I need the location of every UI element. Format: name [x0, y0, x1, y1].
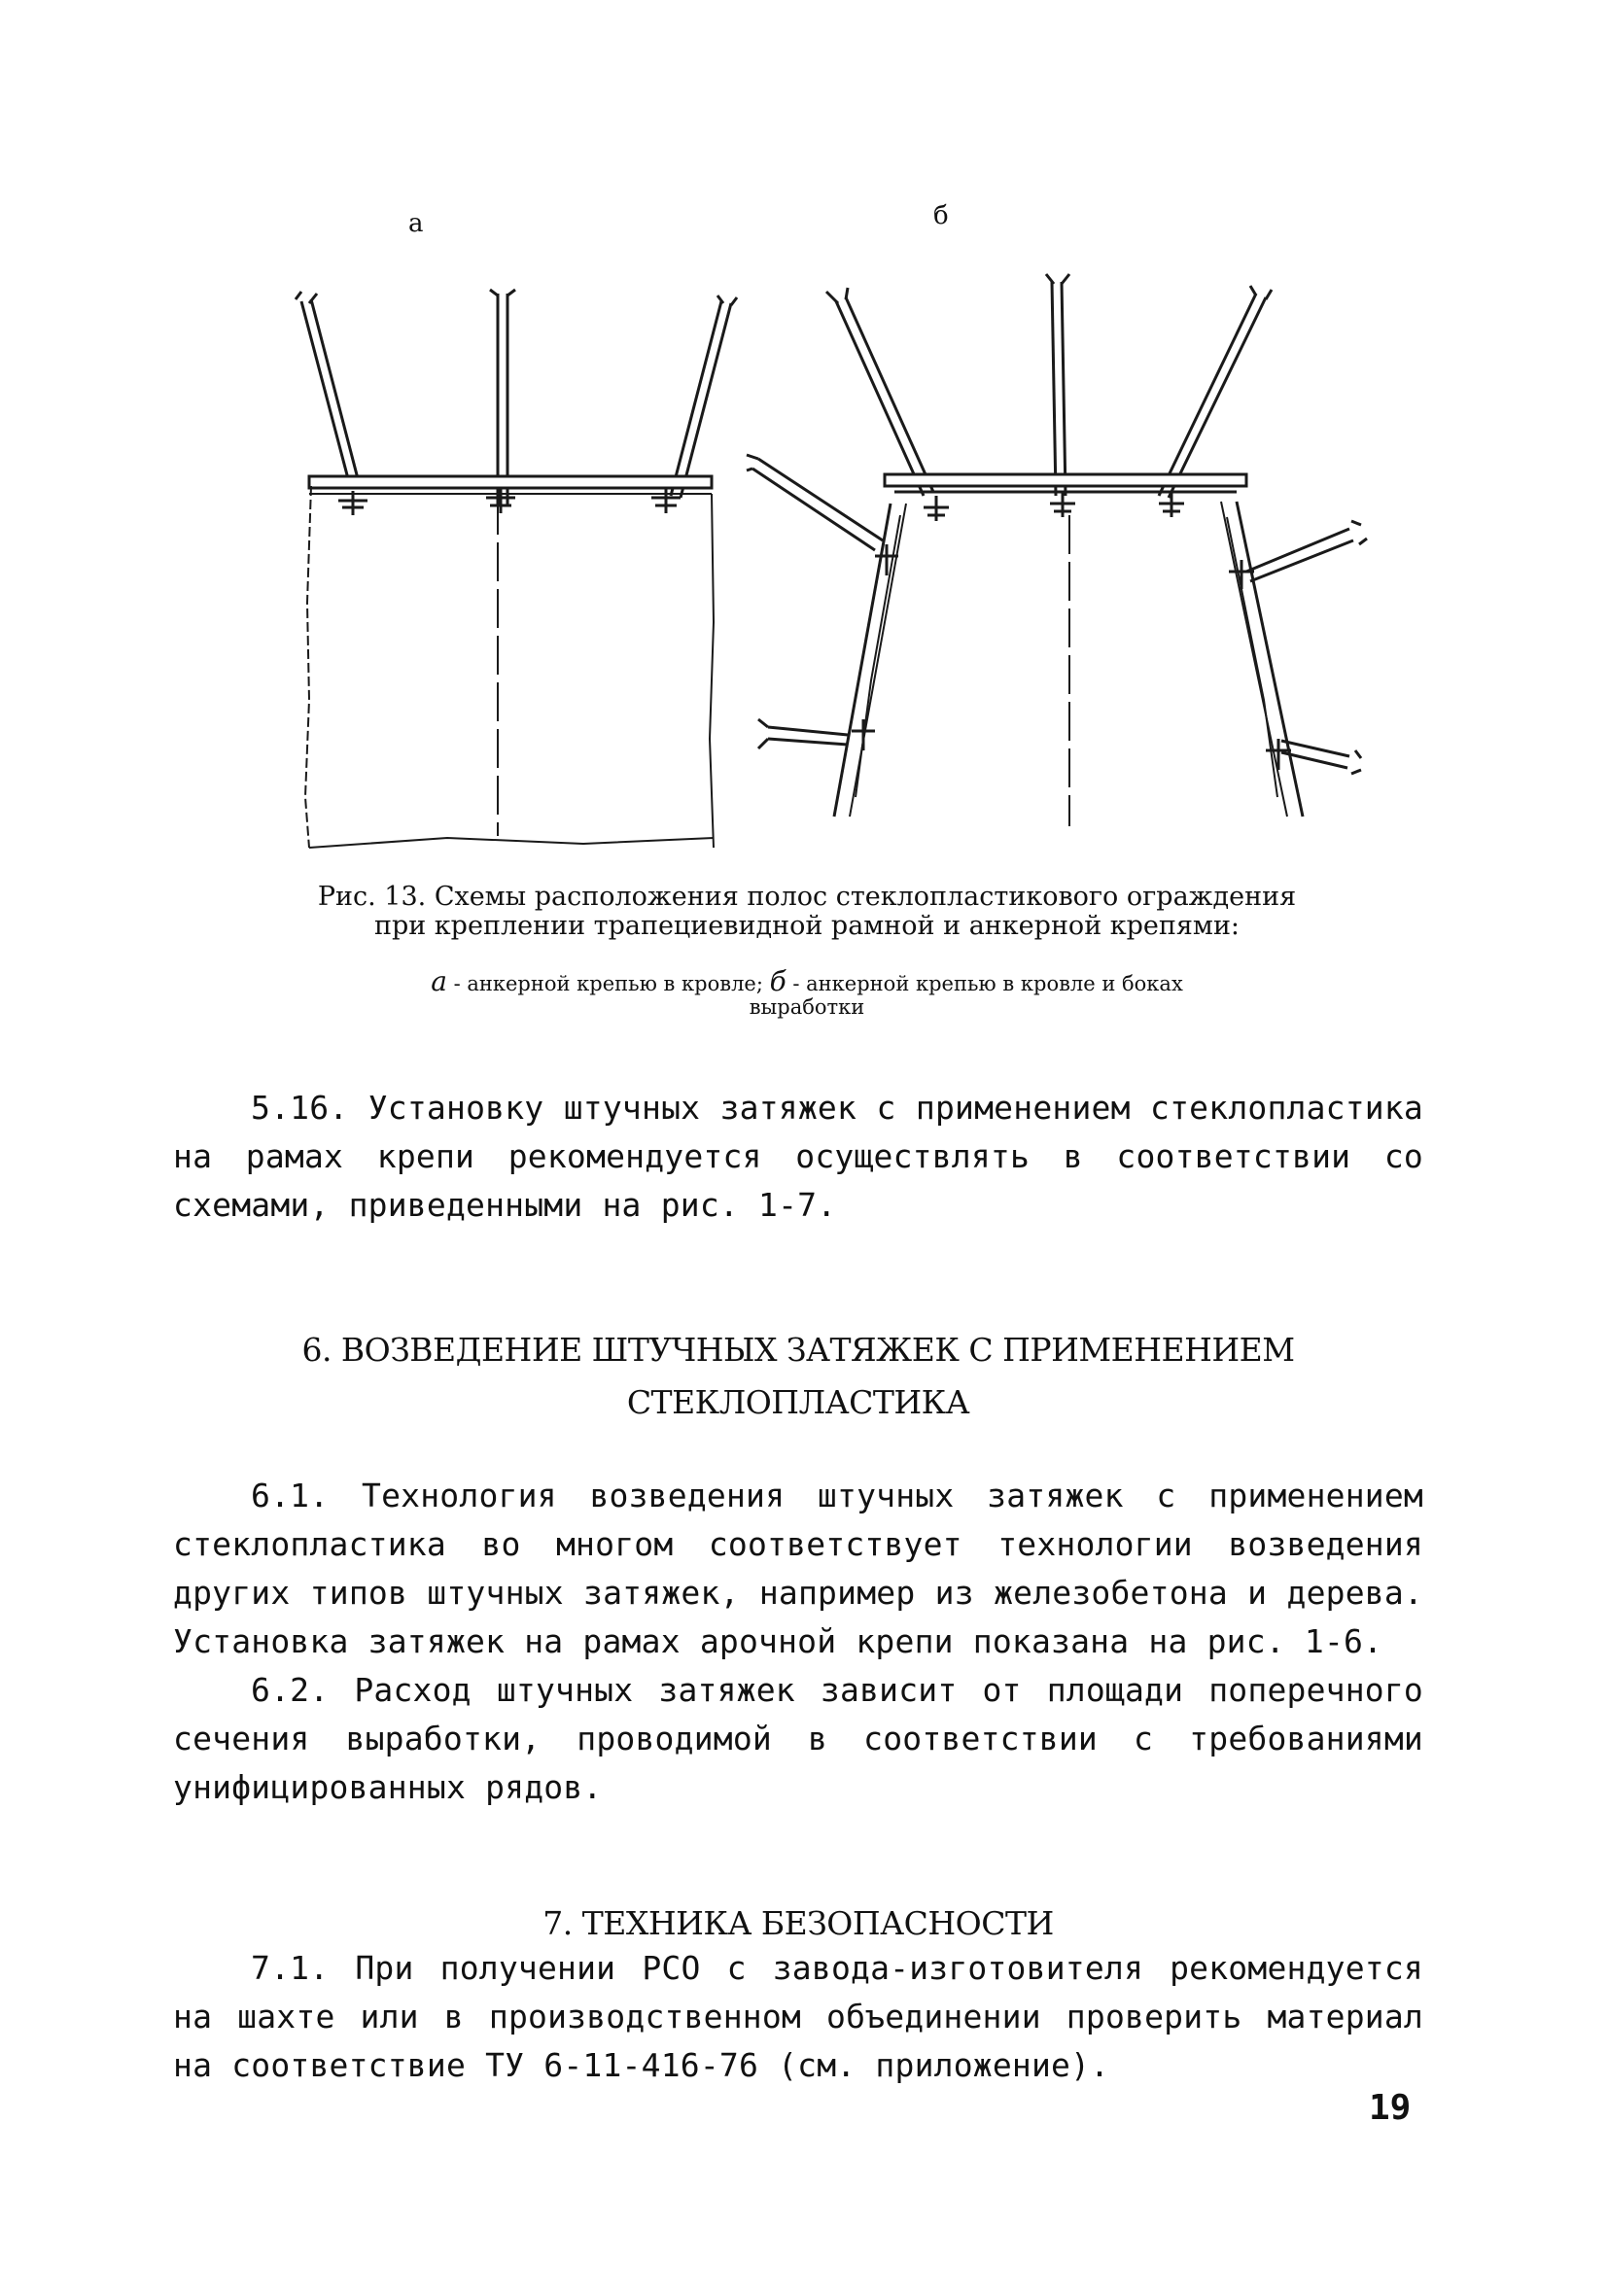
figure-label-a: а [408, 209, 424, 238]
figure-legend-line2: выработки [749, 995, 865, 1019]
paragraph-6-2: 6.2. Расход штучных затяжек зависит от площади поперечного сечения выработки, проводимой в соответствии с требованиями унифицированных рядов. [173, 1671, 1423, 1806]
legend-text-a: - анкерной крепью в кровле; [446, 972, 770, 995]
legend-letter-b: б [769, 965, 787, 997]
scheme-b-roof-bolts [924, 492, 1184, 521]
scheme-a [296, 290, 737, 848]
section-6-heading-line1: 6. ВОЗВЕДЕНИЕ ШТУЧНЫХ ЗАТЯЖЕК С ПРИМЕНЕНИЕМ [301, 1331, 1295, 1369]
section-6-body [173, 1472, 1423, 1812]
figure-caption-line2: при креплении трапециевидной рамной и анкерной крепями: [373, 911, 1241, 941]
scheme-b-roof-beam [885, 474, 1246, 486]
figure-caption [233, 883, 1381, 941]
scheme-a-anchors [296, 290, 737, 505]
figure-legend [233, 965, 1381, 1019]
page-number: 19 [1369, 2088, 1412, 2128]
paragraph-6-1: 6.1. Технология возведения штучных затяжек с применением стеклопластика во многом соответствует технологии возведения других типов штучных затяжек, например из железобетона и дерева. Установка затяжек на рамах арочной крепи показана на рис. 1-6. [173, 1477, 1423, 1660]
legend-text-b: - анкерной крепью в кровле и боках [786, 972, 1183, 995]
figure-13-drawing [253, 194, 1381, 875]
paragraph-7-1: 7.1. При получении РСО с завода-изготовителя рекомендуется на шахте или в производственном объединении проверить материал на соответствие ТУ 6-11-416-76 (см. приложение). [173, 1949, 1423, 2084]
scheme-a-roof-beam [309, 476, 712, 488]
figure-legend-line1 [233, 965, 1381, 997]
figure-caption-line1: Рис. 13. Схемы расположения полос стеклопластикового ограждения [317, 882, 1297, 912]
scheme-a-bolts [338, 488, 681, 515]
scheme-b-roof-anchors [826, 274, 1272, 498]
section-6-heading [173, 1324, 1423, 1429]
scheme-b-left-anchors [747, 455, 898, 750]
legend-letter-a: а [431, 965, 447, 997]
figure-13 [253, 194, 1381, 875]
paragraph-5-16: 5.16. Установку штучных затяжек с применением стеклопластика на рамах крепи рекомендуется осуществлять в соответствии со схемами, приведенными на рис. 1-7. [173, 1089, 1423, 1224]
section-6-heading-line2: СТЕКЛОПЛАСТИКА [626, 1383, 970, 1421]
section-7-heading: 7. ТЕХНИКА БЕЗОПАСНОСТИ [542, 1904, 1054, 1942]
scheme-b [747, 274, 1367, 826]
figure-label-b: б [933, 201, 949, 230]
